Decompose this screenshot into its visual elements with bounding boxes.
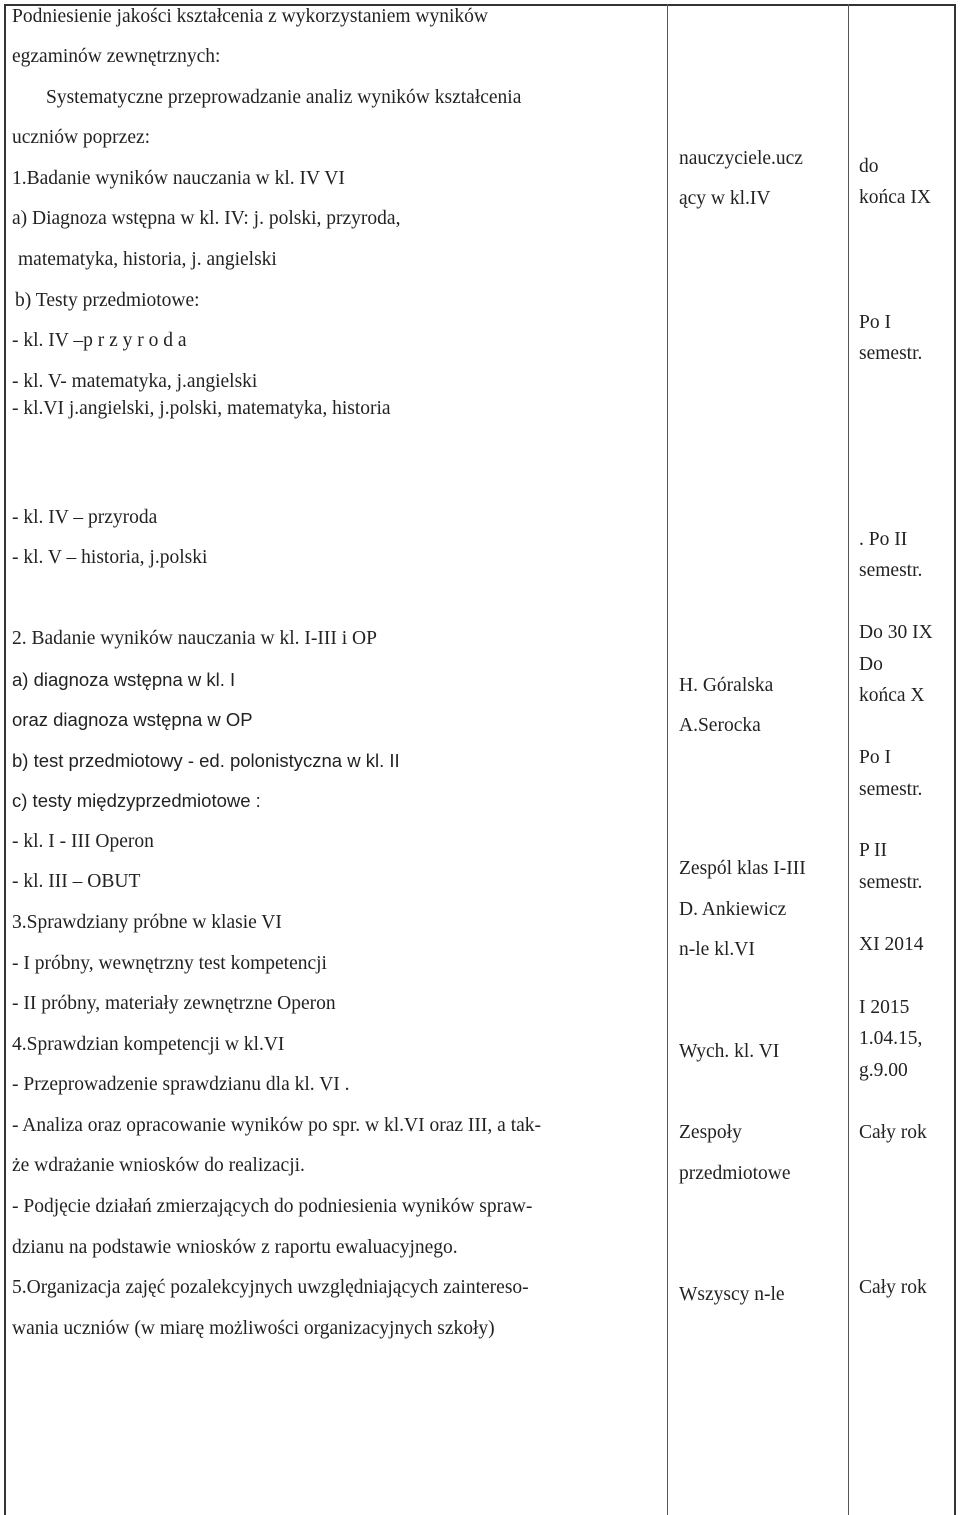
deadline: g.9.00	[859, 1060, 908, 1081]
task-line: 2. Badanie wyników nauczania w kl. I-III i OP	[12, 628, 377, 649]
task-line: b) test przedmiotowy - ed. polonistyczna w kl. II	[12, 750, 400, 771]
deadline: do	[859, 156, 879, 177]
responsible-person: n-le kl.VI	[679, 939, 755, 960]
responsible-person: H. Góralska	[679, 675, 774, 696]
task-line: matematyka, historia, j. angielski	[18, 249, 277, 270]
task-line: - Podjęcie działań zmierzających do podniesienia wyników spraw-	[12, 1196, 533, 1217]
responsible-person: Wszyscy n-le	[679, 1284, 785, 1305]
deadline: . Po II	[859, 529, 908, 550]
task-line: - II próbny, materiały zewnętrzne Operon	[12, 993, 336, 1014]
deadline: semestr.	[859, 872, 923, 893]
task-line: 4.Sprawdzian kompetencji w kl.VI	[12, 1034, 285, 1055]
responsible-person: nauczyciele.ucz	[679, 148, 803, 169]
task-line: a) diagnoza wstępna w kl. I	[12, 669, 236, 690]
deadline: końca X	[859, 685, 925, 706]
responsible-person: A.Serocka	[679, 715, 761, 736]
task-line: - Analiza oraz opracowanie wyników po spr. w kl.VI oraz III, a tak-	[12, 1115, 542, 1136]
responsible-person: Wych. kl. VI	[679, 1041, 780, 1062]
deadline: Po I	[859, 747, 891, 768]
task-line: 1.Badanie wyników nauczania w kl. IV VI	[12, 168, 345, 189]
responsible-person: Zespoły	[679, 1122, 742, 1143]
deadline: XI 2014	[859, 934, 924, 955]
task-line: - kl. IV – przyroda	[12, 507, 158, 528]
deadline: semestr.	[859, 560, 923, 581]
deadline: Po I	[859, 312, 891, 333]
task-line: - kl. IV –p r z y r o d a	[12, 330, 187, 351]
task-line: b) Testy przedmiotowe:	[15, 290, 200, 311]
task-line: 3.Sprawdziany próbne w klasie VI	[12, 912, 282, 933]
task-line: c) testy międzyprzedmiotowe :	[12, 790, 261, 811]
task-line: - kl. V- matematyka, j.angielski	[12, 371, 258, 392]
deadline: P II	[859, 840, 887, 861]
column-divider	[667, 4, 668, 1515]
task-line: - kl. V – historia, j.polski	[12, 547, 208, 568]
task-line: że wdrażanie wniosków do realizacji.	[12, 1155, 305, 1176]
responsible-person: ący w kl.IV	[679, 188, 771, 209]
deadline: Cały rok	[859, 1122, 927, 1143]
deadline: semestr.	[859, 343, 923, 364]
deadline: Do	[859, 654, 883, 675]
task-line: oraz diagnoza wstępna w OP	[12, 709, 253, 730]
responsible-person: Zespól klas I-III	[679, 858, 806, 879]
task-line: egzaminów zewnętrznych:	[12, 46, 221, 67]
task-line: - kl.VI j.angielski, j.polski, matematyka, historia	[12, 398, 391, 419]
deadline: końca IX	[859, 187, 932, 208]
deadline: semestr.	[859, 779, 923, 800]
task-line: uczniów poprzez:	[12, 127, 151, 148]
task-line: - kl. III – OBUT	[12, 871, 141, 892]
deadline: Do 30 IX	[859, 622, 933, 643]
task-line: 5.Organizacja zajęć pozalekcyjnych uwzględniających zaintereso-	[12, 1277, 529, 1298]
task-line: Podniesienie jakości kształcenia z wykorzystaniem wyników	[12, 6, 488, 27]
deadline: Cały rok	[859, 1277, 927, 1298]
deadline: I 2015	[859, 997, 910, 1018]
deadline: 1.04.15,	[859, 1028, 923, 1049]
task-line: - I próbny, wewnętrzny test kompetencji	[12, 953, 327, 974]
task-line: wania uczniów (w miarę możliwości organizacyjnych szkoły)	[12, 1318, 495, 1339]
task-line: dzianu na podstawie wniosków z raportu ewaluacyjnego.	[12, 1237, 458, 1258]
task-line: - Przeprowadzenie sprawdzianu dla kl. VI .	[12, 1074, 350, 1095]
task-line: Systematyczne przeprowadzanie analiz wyników kształcenia	[46, 87, 522, 108]
task-line: - kl. I - III Operon	[12, 831, 154, 852]
responsible-person: D. Ankiewicz	[679, 899, 787, 920]
task-line: a) Diagnoza wstępna w kl. IV: j. polski, przyroda,	[12, 208, 401, 229]
column-divider	[848, 4, 849, 1515]
responsible-person: przedmiotowe	[679, 1163, 791, 1184]
